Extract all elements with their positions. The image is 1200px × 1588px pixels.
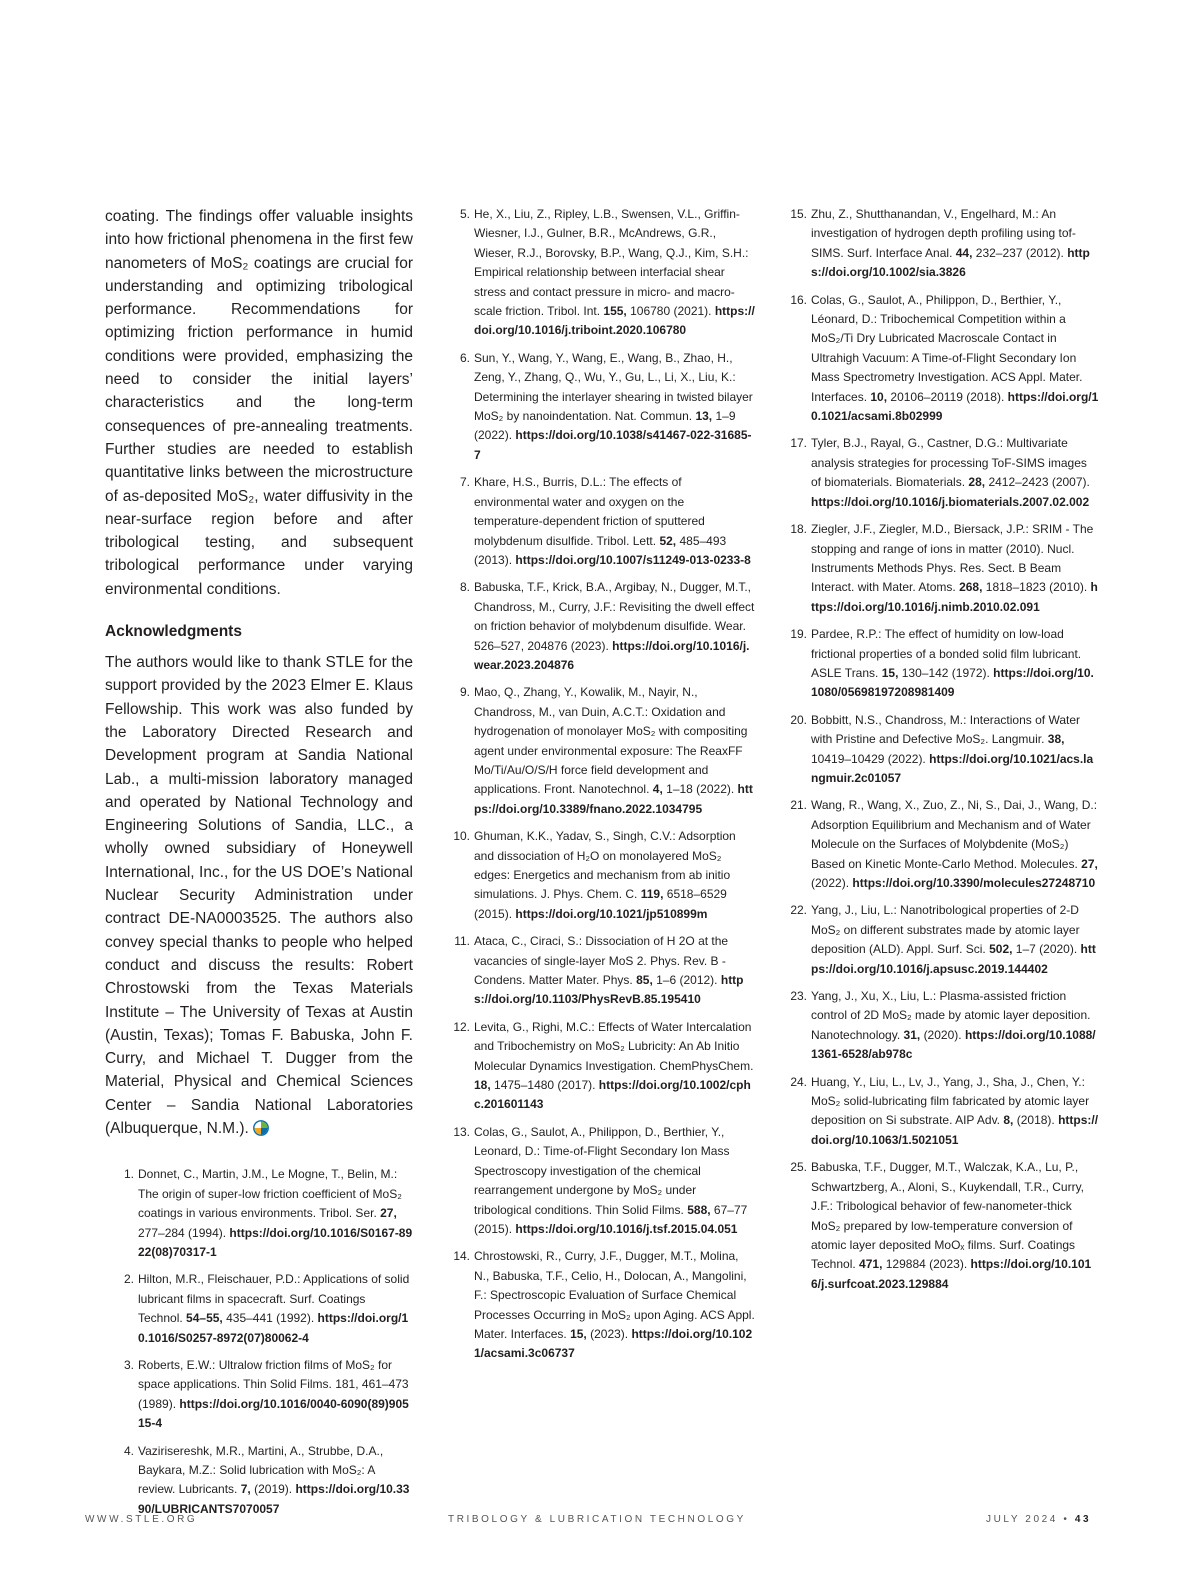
reference-pages-year: 232–237 (2012). xyxy=(975,245,1064,260)
reference-doi-link[interactable]: https://doi.org/10.1007/s11249-013-0233-8 xyxy=(515,552,751,567)
reference-text: Huang, Y., Liu, L., Lv, J., Yang, J., Sha, J., Chen, Y.: MoS₂ solid-lubricating film fabricated by atomic layer deposition on Si substrate. AIP Adv. xyxy=(811,1074,1090,1128)
acknowledgments-text: The authors would like to thank STLE for the support provided by the 2023 Elmer E. Klaus Fellowship. This work was also funded by the Laboratory Directed Research and Development program at Sandia National Lab., a multi-mission laboratory managed and operated by National Technology and Engineering Solutions of Sandia, LLC., a wholly owned subsidiary of Honeywell International, Inc., for the US DOE’s National Nuclear Security Administration under contract DE-NA0003525. The authors also convey special thanks to people who helped conduct and discuss the results: Robert Chrostowski from the Texas Materials Institute – The University of Texas at Austin (Austin, Texas); Tomas F. Babuska, John F. Curry, and Michael T. Dugger from the Material, Physical and Chemical Sciences Center – Sandia National Laboratories (Albuquerque, N.M.). xyxy=(105,654,413,1137)
reference-volume: 588, xyxy=(687,1202,711,1217)
reference-text: Zhu, Z., Shutthanandan, V., Engelhard, M.: An investigation of hydrogen depth profiling using tof-SIMS. Surf. Interface Anal. xyxy=(811,207,1076,260)
reference-text: Yang, J., Liu, L.: Nanotribological properties of 2-D MoS₂ on different substrates made by atomic layer deposition (ALD). Appl. Surf. Sci. xyxy=(811,903,1080,957)
reference-number: 18. xyxy=(790,522,807,537)
reference-item xyxy=(790,205,1100,283)
reference-pages-year: (2019). xyxy=(254,1482,293,1497)
reference-doi-link[interactable]: https://doi.org/10.1002/cphc.201601143 xyxy=(474,1078,751,1112)
reference-pages-year: 1–6 (2012). xyxy=(656,973,718,988)
reference-volume: 52, xyxy=(659,533,677,548)
reference-text: Tyler, B.J., Rayal, G., Castner, D.G.: Multivariate analysis strategies for processing ToF-SIMS images of biomaterials. Biomaterials. xyxy=(811,436,1087,490)
reference-number: 7. xyxy=(459,475,470,490)
stle-end-mark-icon xyxy=(253,1120,269,1136)
acknowledgments-heading: Acknowledgments xyxy=(105,623,242,641)
reference-pages-year: 1–18 (2022). xyxy=(666,782,735,797)
reference-item xyxy=(453,1123,756,1239)
reference-pages-year: 435–441 (1992). xyxy=(226,1311,315,1326)
reference-pages-year: (2020). xyxy=(923,1027,962,1042)
reference-list-col2 xyxy=(453,205,756,1364)
reference-doi-link[interactable]: https://doi.org/10.1088/1361-6528/ab978c xyxy=(811,1027,1096,1062)
reference-text: Chrostowski, R., Curry, J.F., Dugger, M.T., Molina, N., Babuska, T.F., Celio, H., Dolocan, A., Mangolini, F.: Spectroscopic Evaluation of Surface Chemical Processes Occurring in MoS₂ upon Aging. ACS Appl. Mater. Interfaces. xyxy=(474,1249,755,1341)
reference-pages-year: 6518–6529 (2015). xyxy=(474,887,727,921)
column-left xyxy=(105,205,413,1527)
column-right xyxy=(790,205,1100,1302)
reference-item xyxy=(790,520,1100,617)
reference-doi-link[interactable]: https://doi.org/10.1063/1.5021051 xyxy=(811,1113,1099,1147)
reference-doi-link[interactable]: https://doi.org/10.1080/05698197208981409 xyxy=(811,665,1094,700)
reference-doi-link[interactable]: https://doi.org/10.3389/fnano.2022.1034795 xyxy=(474,782,753,816)
reference-number: 10. xyxy=(453,829,470,844)
reference-doi-link[interactable]: https://doi.org/10.1016/0040-6090(89)90515-4 xyxy=(138,1396,409,1431)
reference-volume: 13, xyxy=(695,409,713,424)
reference-volume: 155, xyxy=(603,304,627,319)
reference-volume: 18, xyxy=(474,1078,491,1093)
reference-doi-link[interactable]: https://doi.org/10.1016/j.tsf.2015.04.051 xyxy=(515,1221,738,1236)
reference-volume: 4, xyxy=(652,782,663,797)
reference-volume: 7, xyxy=(240,1482,251,1497)
reference-number: 2. xyxy=(123,1272,134,1287)
reference-doi-link[interactable]: https://doi.org/10.1021/acs.langmuir.2c01057 xyxy=(811,751,1094,785)
acknowledgments-paragraph xyxy=(105,651,413,1140)
reference-text: He, X., Liu, Z., Ripley, L.B., Swensen, V.L., Griffin-Wiesner, I.J., Gulner, B.R., McAndrews, G.R., Wieser, R.J., Borovsky, B.P., Wang, Q.J., Kim, S.H.: Empirical relationship between interfacial shear stress and contact pressure in micro- and macro-scale friction. Tribol. Int. xyxy=(474,207,749,319)
reference-doi-link[interactable]: https://doi.org/10.1016/j.nimb.2010.02.091 xyxy=(811,580,1098,614)
reference-doi-link[interactable]: https://doi.org/10.1016/S0257-8972(07)80062-4 xyxy=(138,1311,409,1345)
reference-text: Pardee, R.P.: The effect of humidity on low-load frictional properties of a bonded solid film lubricant. ASLE Trans. xyxy=(811,627,1082,680)
reference-item xyxy=(790,796,1100,893)
footer-date: JULY 2024 xyxy=(986,1514,1058,1525)
reference-doi-link[interactable]: https://doi.org/10.1016/j.biomaterials.2007.02.002 xyxy=(811,494,1090,509)
reference-item xyxy=(117,1442,413,1520)
reference-doi-link[interactable]: https://doi.org/10.1021/jp510899m xyxy=(515,906,708,921)
reference-volume: 502, xyxy=(989,942,1013,957)
reference-text: Hilton, M.R., Fleischauer, P.D.: Applications of solid lubricant films in spacecraft. Surf. Coatings Technol. xyxy=(138,1272,410,1326)
reference-volume: 27, xyxy=(1081,856,1098,871)
reference-pages-year: 1–9 (2022). xyxy=(474,409,736,443)
reference-doi-link[interactable]: https://doi.org/10.1016/S0167-8922(08)70317-1 xyxy=(138,1225,413,1259)
reference-number: 22. xyxy=(790,903,807,918)
reference-number: 12. xyxy=(453,1019,470,1034)
reference-volume: 28, xyxy=(968,475,986,490)
body-paragraph: coating. The findings offer valuable insights into how frictional phenomena in the first few nanometers of MoS₂ coatings are crucial for understanding and optimizing tribological performance. Recommendations for optimizing friction performance in humid conditions were provided, emphasizing the need to consider the initial layers’ characteristics and the long-term consequences of pre-annealing treatments. Further studies are needed to establish quantitative links between the microstructure of as-deposited MoS₂, water diffusivity in the near-surface region before and after tribological testing, and subsequent tribological performance under varying environmental conditions. xyxy=(105,208,413,598)
reference-text: Ziegler, J.F., Ziegler, M.D., Biersack, J.P.: SRIM - The stopping and range of ions in matter (2010). Nucl. Instruments Methods Phys. Res. Sect. B Beam Interact. with Mater. Atoms. xyxy=(811,522,1094,595)
reference-number: 17. xyxy=(790,436,807,451)
reference-item xyxy=(453,827,756,924)
reference-number: 21. xyxy=(790,798,807,813)
reference-text: Babuska, T.F., Dugger, M.T., Walczak, K.A., Lu, P., Schwartzberg, A., Aloni, S., Kuykendall, T.R., Curry, J.F.: Tribological behavior of few-nanometer-thick MoS₂ prepared by low-temperature conversion of atomic layer deposited MoOₓ films. Surf. Coatings Technol. xyxy=(811,1160,1085,1272)
reference-item xyxy=(453,932,756,1010)
reference-volume: 54–55, xyxy=(186,1311,223,1326)
reference-number: 24. xyxy=(790,1074,807,1089)
reference-item xyxy=(117,1356,413,1434)
reference-doi-link[interactable]: https://doi.org/10.1103/PhysRevB.85.195410 xyxy=(474,973,744,1007)
reference-volume: 15, xyxy=(570,1326,587,1341)
reference-text: Donnet, C., Martin, J.M., Le Mogne, T., Belin, M.: The origin of super-low friction coefficient of MoS₂ coatings in various environments. Tribol. Ser. xyxy=(138,1167,402,1221)
reference-item xyxy=(453,683,756,819)
reference-item xyxy=(790,1158,1100,1294)
reference-number: 15. xyxy=(790,207,807,221)
reference-text: Wang, R., Wang, X., Zuo, Z., Ni, S., Dai, J., Wang, D.: Adsorption Equilibrium and Mechanism and of Water Molecule on the Surfaces of Molybdenite (MoS₂) Based on Kinetic Monte-Carlo Method. Molecules. xyxy=(811,798,1098,871)
reference-text: Khare, H.S., Burris, D.L.: The effects of environmental water and oxygen on the temperature-dependent friction of sputtered molybdenum disulfide. Tribol. Lett. xyxy=(474,475,705,548)
reference-volume: 27, xyxy=(380,1206,397,1221)
reference-pages-year: 1475–1480 (2017). xyxy=(494,1078,596,1093)
reference-doi-link[interactable]: https://doi.org/10.1002/sia.3826 xyxy=(811,245,1090,280)
reference-volume: 31, xyxy=(903,1027,921,1042)
reference-number: 8. xyxy=(459,580,470,595)
reference-item xyxy=(453,473,756,570)
reference-volume: 8, xyxy=(1003,1113,1014,1128)
reference-number: 6. xyxy=(459,350,470,365)
reference-text: Vazirisereshk, M.R., Martini, A., Strubbe, D.A., Baykara, M.Z.: Solid lubrication with MoS₂: A review. Lubricants. xyxy=(138,1443,384,1497)
reference-pages-year: 1818–1823 (2010). xyxy=(985,580,1088,595)
reference-number: 14. xyxy=(453,1249,470,1264)
reference-pages-year: 10419–10429 (2022). xyxy=(811,751,926,766)
reference-item xyxy=(453,1247,756,1363)
reference-doi-link[interactable]: https://doi.org/10.1016/j.apsusc.2019.144402 xyxy=(811,942,1096,976)
reference-volume: 471, xyxy=(859,1257,883,1272)
reference-pages-year: 2412–2423 (2007). xyxy=(988,475,1090,490)
reference-pages-year: 106780 (2021). xyxy=(630,304,712,319)
reference-item xyxy=(790,291,1100,427)
reference-item xyxy=(117,1165,413,1262)
reference-text: Levita, G., Righi, M.C.: Effects of Water Intercalation and Tribochemistry on MoS₂ Lubricity: An Ab Initio Molecular Dynamics Investigation. ChemPhysChem. xyxy=(474,1019,754,1073)
reference-doi-link[interactable]: https://doi.org/10.1016/j.surfcoat.2023.129884 xyxy=(811,1257,1092,1291)
reference-volume: 85, xyxy=(636,973,653,988)
reference-pages-year: 20106–20119 (2018). xyxy=(890,389,1005,404)
reference-number: 9. xyxy=(459,685,470,700)
reference-volume: 15, xyxy=(881,665,899,680)
reference-item xyxy=(790,711,1100,789)
reference-number: 3. xyxy=(123,1357,134,1372)
reference-volume: 10, xyxy=(870,389,888,404)
reference-text: Sun, Y., Wang, Y., Wang, E., Wang, B., Zhao, H., Zeng, Y., Zhang, Q., Wu, Y., Gu, L., Li, X., Liu, K.: Determining the interlayer shearing in twisted bilayer MoS₂ by nanoindentation. Nat. Commun. xyxy=(474,350,753,424)
reference-text: Ghuman, K.K., Yadav, S., Singh, C.V.: Adsorption and dissociation of H₂O on monolayered MoS₂ edges: Energetics and mechanism from ab initio simulations. J. Phys. Chem. C. xyxy=(474,829,736,902)
footer-separator: • xyxy=(1063,1514,1070,1525)
reference-number: 13. xyxy=(453,1124,470,1139)
reference-text: Bobbitt, N.S., Chandross, M.: Interactions of Water with Pristine and Defective MoS₂. Langmuir. xyxy=(811,712,1080,747)
reference-text: Colas, G., Saulot, A., Philippon, D., Berthier, Y., Léonard, D.: Tribochemical Competition within a MoS₂/Ti Dry Lubricated Macroscale Contact in Ultrahigh Vacuum: A Time-of-Flight Secondary Ion Mass Spectrometry Investigation. ACS Appl. Mater. Interfaces. xyxy=(811,292,1083,404)
reference-number: 1. xyxy=(123,1167,134,1182)
reference-volume: 38, xyxy=(1047,732,1065,747)
reference-text: Ataca, C., Ciraci, S.: Dissociation of H 2O at the vacancies of single-layer MoS 2. Phys. Rev. B - Condens. Matter Mater. Phys. xyxy=(474,934,729,988)
reference-item xyxy=(453,578,756,675)
reference-item xyxy=(790,434,1100,512)
reference-volume: 44, xyxy=(955,245,973,260)
reference-pages-year: 129884 (2023). xyxy=(885,1257,968,1272)
reference-item xyxy=(790,901,1100,979)
reference-item xyxy=(790,1073,1100,1151)
footer-date-page xyxy=(986,1514,1091,1525)
reference-doi-link[interactable]: https://doi.org/10.1021/acsami.3c06737 xyxy=(474,1326,753,1361)
reference-number: 19. xyxy=(790,627,807,642)
reference-pages-year: (2022). xyxy=(811,876,850,890)
reference-item xyxy=(790,625,1100,703)
reference-volume: 268, xyxy=(959,580,983,595)
reference-text: Yang, J., Xu, X., Liu, L.: Plasma-assisted friction control of 2D MoS₂ made by atomic layer deposition. Nanotechnology. xyxy=(811,989,1091,1042)
reference-list-col1 xyxy=(105,1165,413,1519)
reference-pages-year: 277–284 (1994). xyxy=(138,1225,227,1240)
reference-number: 20. xyxy=(790,712,807,727)
reference-doi-link[interactable]: https://doi.org/10.1016/j.wear.2023.204876 xyxy=(474,638,750,672)
reference-text: Babuska, T.F., Krick, B.A., Argibay, N., Dugger, M.T., Chandross, M., Curry, J.F.: Revisiting the dwell effect on friction behavior of molybdenum disulfide. Wear. 526–527, 204876 (2023). xyxy=(474,580,755,653)
reference-pages-year: 130–142 (1972). xyxy=(901,665,990,680)
reference-volume: 119, xyxy=(640,887,664,902)
reference-number: 4. xyxy=(123,1443,134,1458)
reference-item xyxy=(117,1270,413,1348)
reference-doi-link[interactable]: https://doi.org/10.3390/molecules27248710 xyxy=(852,876,1096,890)
reference-pages-year: (2023). xyxy=(590,1326,629,1341)
reference-doi-link[interactable]: https://doi.org/10.1016/j.triboint.2020.106780 xyxy=(474,304,755,338)
footer-website: WWW.STLE.ORG xyxy=(85,1514,198,1525)
reference-item xyxy=(453,205,756,341)
reference-number: 16. xyxy=(790,292,807,307)
footer-publication: TRIBOLOGY & LUBRICATION TECHNOLOGY xyxy=(448,1514,746,1525)
page-number: 43 xyxy=(1074,1514,1092,1525)
reference-doi-link[interactable]: https://doi.org/10.3390/LUBRICANTS7070057 xyxy=(138,1482,410,1516)
reference-text: Mao, Q., Zhang, Y., Kowalik, M., Nayir, N., Chandross, M., van Duin, A.C.T.: Oxidation and hydrogenation of monolayer MoS₂ with compositing agent under environmental exposure: The ReaxFF Mo/Ti/Au/O/S/H force field development and applications. Front. Nanotechnol. xyxy=(474,685,748,797)
column-middle xyxy=(453,205,756,1372)
reference-item xyxy=(790,987,1100,1065)
reference-pages-year: 67–77 (2015). xyxy=(474,1202,748,1236)
reference-text: Roberts, E.W.: Ultralow friction films of MoS₂ for space applications. Thin Solid Films. 181, 461–473 (1989). xyxy=(138,1357,409,1411)
reference-item xyxy=(453,349,756,465)
reference-number: 25. xyxy=(790,1160,807,1175)
reference-list-col3 xyxy=(790,205,1100,1294)
reference-text: Colas, G., Saulot, A., Philippon, D., Berthier, Y., Leonard, D.: Time-of-Flight Secondary Ion Mass Spectroscopy investigation of the chemical rearrangement undergone by MoS₂ under tribological conditions. Thin Solid Films. xyxy=(474,1124,730,1217)
reference-doi-link[interactable]: https://doi.org/10.1021/acsami.8b02999 xyxy=(811,389,1099,424)
reference-pages-year: 1–7 (2020). xyxy=(1015,942,1078,957)
reference-doi-link[interactable]: https://doi.org/10.1038/s41467-022-31685-7 xyxy=(474,428,752,462)
reference-pages-year: (2018). xyxy=(1016,1113,1055,1128)
reference-number: 5. xyxy=(459,207,470,221)
reference-pages-year: 485–493 (2013). xyxy=(474,533,727,567)
reference-number: 11. xyxy=(454,934,470,949)
reference-item xyxy=(453,1018,756,1115)
reference-number: 23. xyxy=(790,989,807,1004)
